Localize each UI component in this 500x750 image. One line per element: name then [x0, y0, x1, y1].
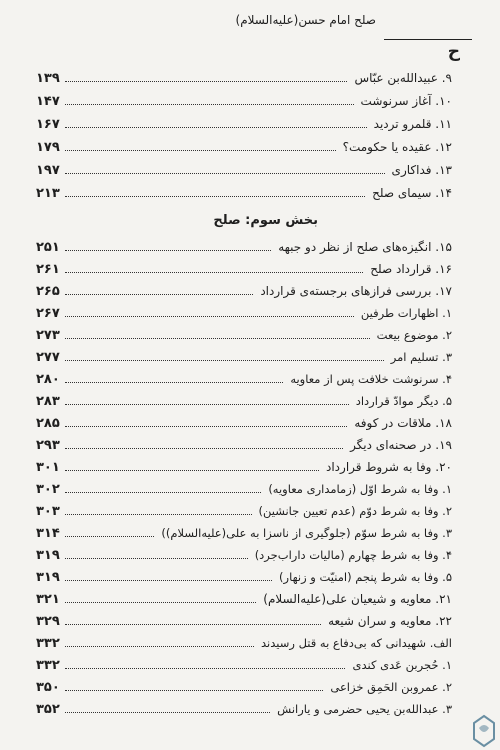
toc-entry-page: ۲۸۵: [36, 415, 60, 431]
toc-entry-page: ۳۳۲: [36, 657, 60, 673]
toc-row[interactable]: [36, 67, 452, 89]
toc-row[interactable]: [36, 588, 452, 610]
toc-row[interactable]: [36, 159, 452, 181]
toc-row[interactable]: [36, 566, 452, 588]
toc-entry-title: ۴. سرنوشت خلافت پس از معاویه: [290, 372, 452, 386]
dot-leader: [65, 514, 252, 515]
toc-entry-title: ۳. تسلیم امر: [390, 350, 452, 364]
toc-entry-page: ۲۷۷: [36, 349, 60, 365]
toc-entry-title: ۱۷. بررسی فرازهای برجسته‌ی قرارداد: [260, 284, 452, 298]
toc-entry-title: ۹. عبیدالله‌بن عبّاس: [354, 71, 452, 85]
header-title: صلح امام حسن(علیه‌السلام): [235, 13, 376, 27]
dot-leader: [65, 690, 323, 691]
toc-row[interactable]: [36, 280, 452, 302]
toc-entry-page: ۲۶۵: [36, 283, 60, 299]
dot-leader: [65, 382, 283, 383]
toc-entry-page: ۲۷۳: [36, 327, 60, 343]
dot-leader: [65, 668, 345, 669]
toc-entry-page: ۱۹۷: [36, 162, 60, 178]
dot-leader: [65, 646, 254, 647]
toc-row[interactable]: [36, 434, 452, 456]
toc-entry-page: ۳۱۴: [36, 525, 60, 541]
toc-entry-title: ۴. وفا به شرط چهارم (مالیات داراب‌جرد): [254, 548, 452, 562]
toc-row[interactable]: [36, 368, 452, 390]
toc-row[interactable]: [36, 544, 452, 566]
dot-leader: [65, 81, 347, 82]
toc-entry-page: ۲۸۰: [36, 371, 60, 387]
toc-row[interactable]: [36, 324, 452, 346]
toc-entry-page: ۳۵۰: [36, 679, 60, 695]
toc-entry-page: ۲۶۷: [36, 305, 60, 321]
toc-entry-page: ۲۹۳: [36, 437, 60, 453]
toc-row[interactable]: [36, 90, 452, 112]
toc-entry-page: ۲۸۳: [36, 393, 60, 409]
toc-entry-page: ۳۰۳: [36, 503, 60, 519]
toc-entry-page: ۲۶۱: [36, 261, 60, 277]
toc-entry-title: ۳. وفا به شرط سوّم (جلوگیری از ناسزا به علی(علیه‌السلام)): [161, 526, 452, 540]
toc-entry-title: ۱۰. آغاز سرنوشت: [360, 94, 452, 108]
toc-row[interactable]: [36, 456, 452, 478]
toc-entry-title: ۳. عبدالله‌بن یحیی حضرمی و یارانش: [277, 702, 452, 716]
toc-row[interactable]: [36, 390, 452, 412]
toc-entry-page: ۱۴۷: [36, 93, 60, 109]
toc-entry-title: ۱۶. قرارداد صلح: [370, 262, 452, 276]
toc-row[interactable]: [36, 698, 452, 720]
toc-entry-page: ۳۰۲: [36, 481, 60, 497]
dot-leader: [65, 624, 321, 625]
toc-row[interactable]: [36, 412, 452, 434]
dot-leader: [65, 492, 261, 493]
toc-entry-title: ۱۵. انگیزه‌های صلح از نظر دو جبهه: [278, 240, 452, 254]
toc-row[interactable]: [36, 500, 452, 522]
toc-entry-title: ۲. وفا به شرط دوّم (عدم تعیین جانشین): [258, 504, 452, 518]
toc-entry-title: ۱. اظهارات طرفین: [360, 306, 452, 320]
toc-entry-title: الف. شهیدانی که بی‌دفاع به قتل رسیدند: [260, 636, 452, 650]
toc-entry-title: ۱. وفا به شرط اوّل (زمامداری معاویه): [268, 482, 452, 496]
dot-leader: [65, 104, 354, 105]
toc-row[interactable]: [36, 632, 452, 654]
toc-entry-title: ۱. حُجربن عَدی کندی: [352, 658, 452, 672]
toc-row[interactable]: [36, 113, 452, 135]
toc-row[interactable]: [36, 654, 452, 676]
toc-entry-page: ۱۶۷: [36, 116, 60, 132]
toc-entry-page: ۲۱۳: [36, 185, 60, 201]
dot-leader: [65, 150, 336, 151]
dot-leader: [65, 127, 367, 128]
toc-row[interactable]: [36, 610, 452, 632]
toc-entry-page: ۱۳۹: [36, 70, 60, 86]
toc-row[interactable]: [36, 136, 452, 158]
toc-row[interactable]: [36, 258, 452, 280]
header-rule: [384, 39, 472, 40]
toc-entry-page: ۳۰۱: [36, 459, 60, 475]
toc-entry-title: ۱۲. عقیده یا حکومت؟: [342, 140, 452, 154]
toc-entry-page: ۳۱۹: [36, 569, 60, 585]
toc-entry-title: ۲. عمروبن الحَمِق خزاعی: [330, 680, 452, 694]
dot-leader: [65, 173, 385, 174]
dot-leader: [65, 294, 253, 295]
dot-leader: [65, 470, 319, 471]
dot-leader: [65, 250, 271, 251]
toc-entry-page: ۲۵۱: [36, 239, 60, 255]
toc-entry-page: ۳۳۲: [36, 635, 60, 651]
toc-entry-page: ۳۲۱: [36, 591, 60, 607]
toc-entry-title: ۵. وفا به شرط پنجم (امنیّت و زنهار): [279, 570, 452, 584]
dot-leader: [65, 558, 248, 559]
toc-entry-title: ۱۹. در صحنه‌ای دیگر: [350, 438, 452, 452]
watermark-logo-icon: [470, 714, 498, 748]
section-heading: بخش سوم: صلح: [213, 213, 318, 228]
toc-row[interactable]: [36, 478, 452, 500]
toc-entry-title: ۱۱. قلمرو تردید: [373, 117, 452, 131]
dot-leader: [65, 536, 154, 537]
toc-entry-title: ۱۳. فداکاری: [391, 163, 452, 177]
dot-leader: [65, 426, 347, 427]
toc-entry-title: ۲. موضوع بیعت: [376, 328, 452, 342]
dot-leader: [65, 712, 270, 713]
dot-leader: [65, 448, 343, 449]
dot-leader: [65, 272, 363, 273]
dot-leader: [65, 360, 384, 361]
toc-row[interactable]: [36, 676, 452, 698]
toc-entry-page: ۳۱۹: [36, 547, 60, 563]
toc-entry-title: ۲۱. معاویه و شیعیان علی(علیه‌السلام): [263, 592, 452, 606]
toc-entry-title: ۱۸. ملاقات در کوفه: [354, 416, 452, 430]
toc-row[interactable]: [36, 236, 452, 258]
toc-entry-title: ۱۴. سیمای صلح: [372, 186, 452, 200]
running-header: [0, 9, 500, 39]
toc-entry-title: ۲۲. معاویه و سران شیعه: [328, 614, 452, 628]
dot-leader: [65, 404, 349, 405]
toc-row[interactable]: [36, 522, 452, 544]
toc-row[interactable]: [36, 302, 452, 324]
dot-leader: [65, 338, 370, 339]
dot-leader: [65, 316, 354, 317]
page-number-letter: ح: [447, 42, 460, 62]
toc-entry-page: ۱۷۹: [36, 139, 60, 155]
toc-entry-title: ۵. دیگر موادّ قرارداد: [355, 394, 452, 408]
dot-leader: [65, 602, 256, 603]
dot-leader: [65, 196, 365, 197]
toc-row[interactable]: [36, 346, 452, 368]
dot-leader: [65, 580, 272, 581]
toc-entry-page: ۳۵۲: [36, 701, 60, 717]
toc-entry-page: ۳۲۹: [36, 613, 60, 629]
toc-entry-title: ۲۰. وفا به شروط قرارداد: [326, 460, 452, 474]
toc-row[interactable]: [36, 182, 452, 204]
